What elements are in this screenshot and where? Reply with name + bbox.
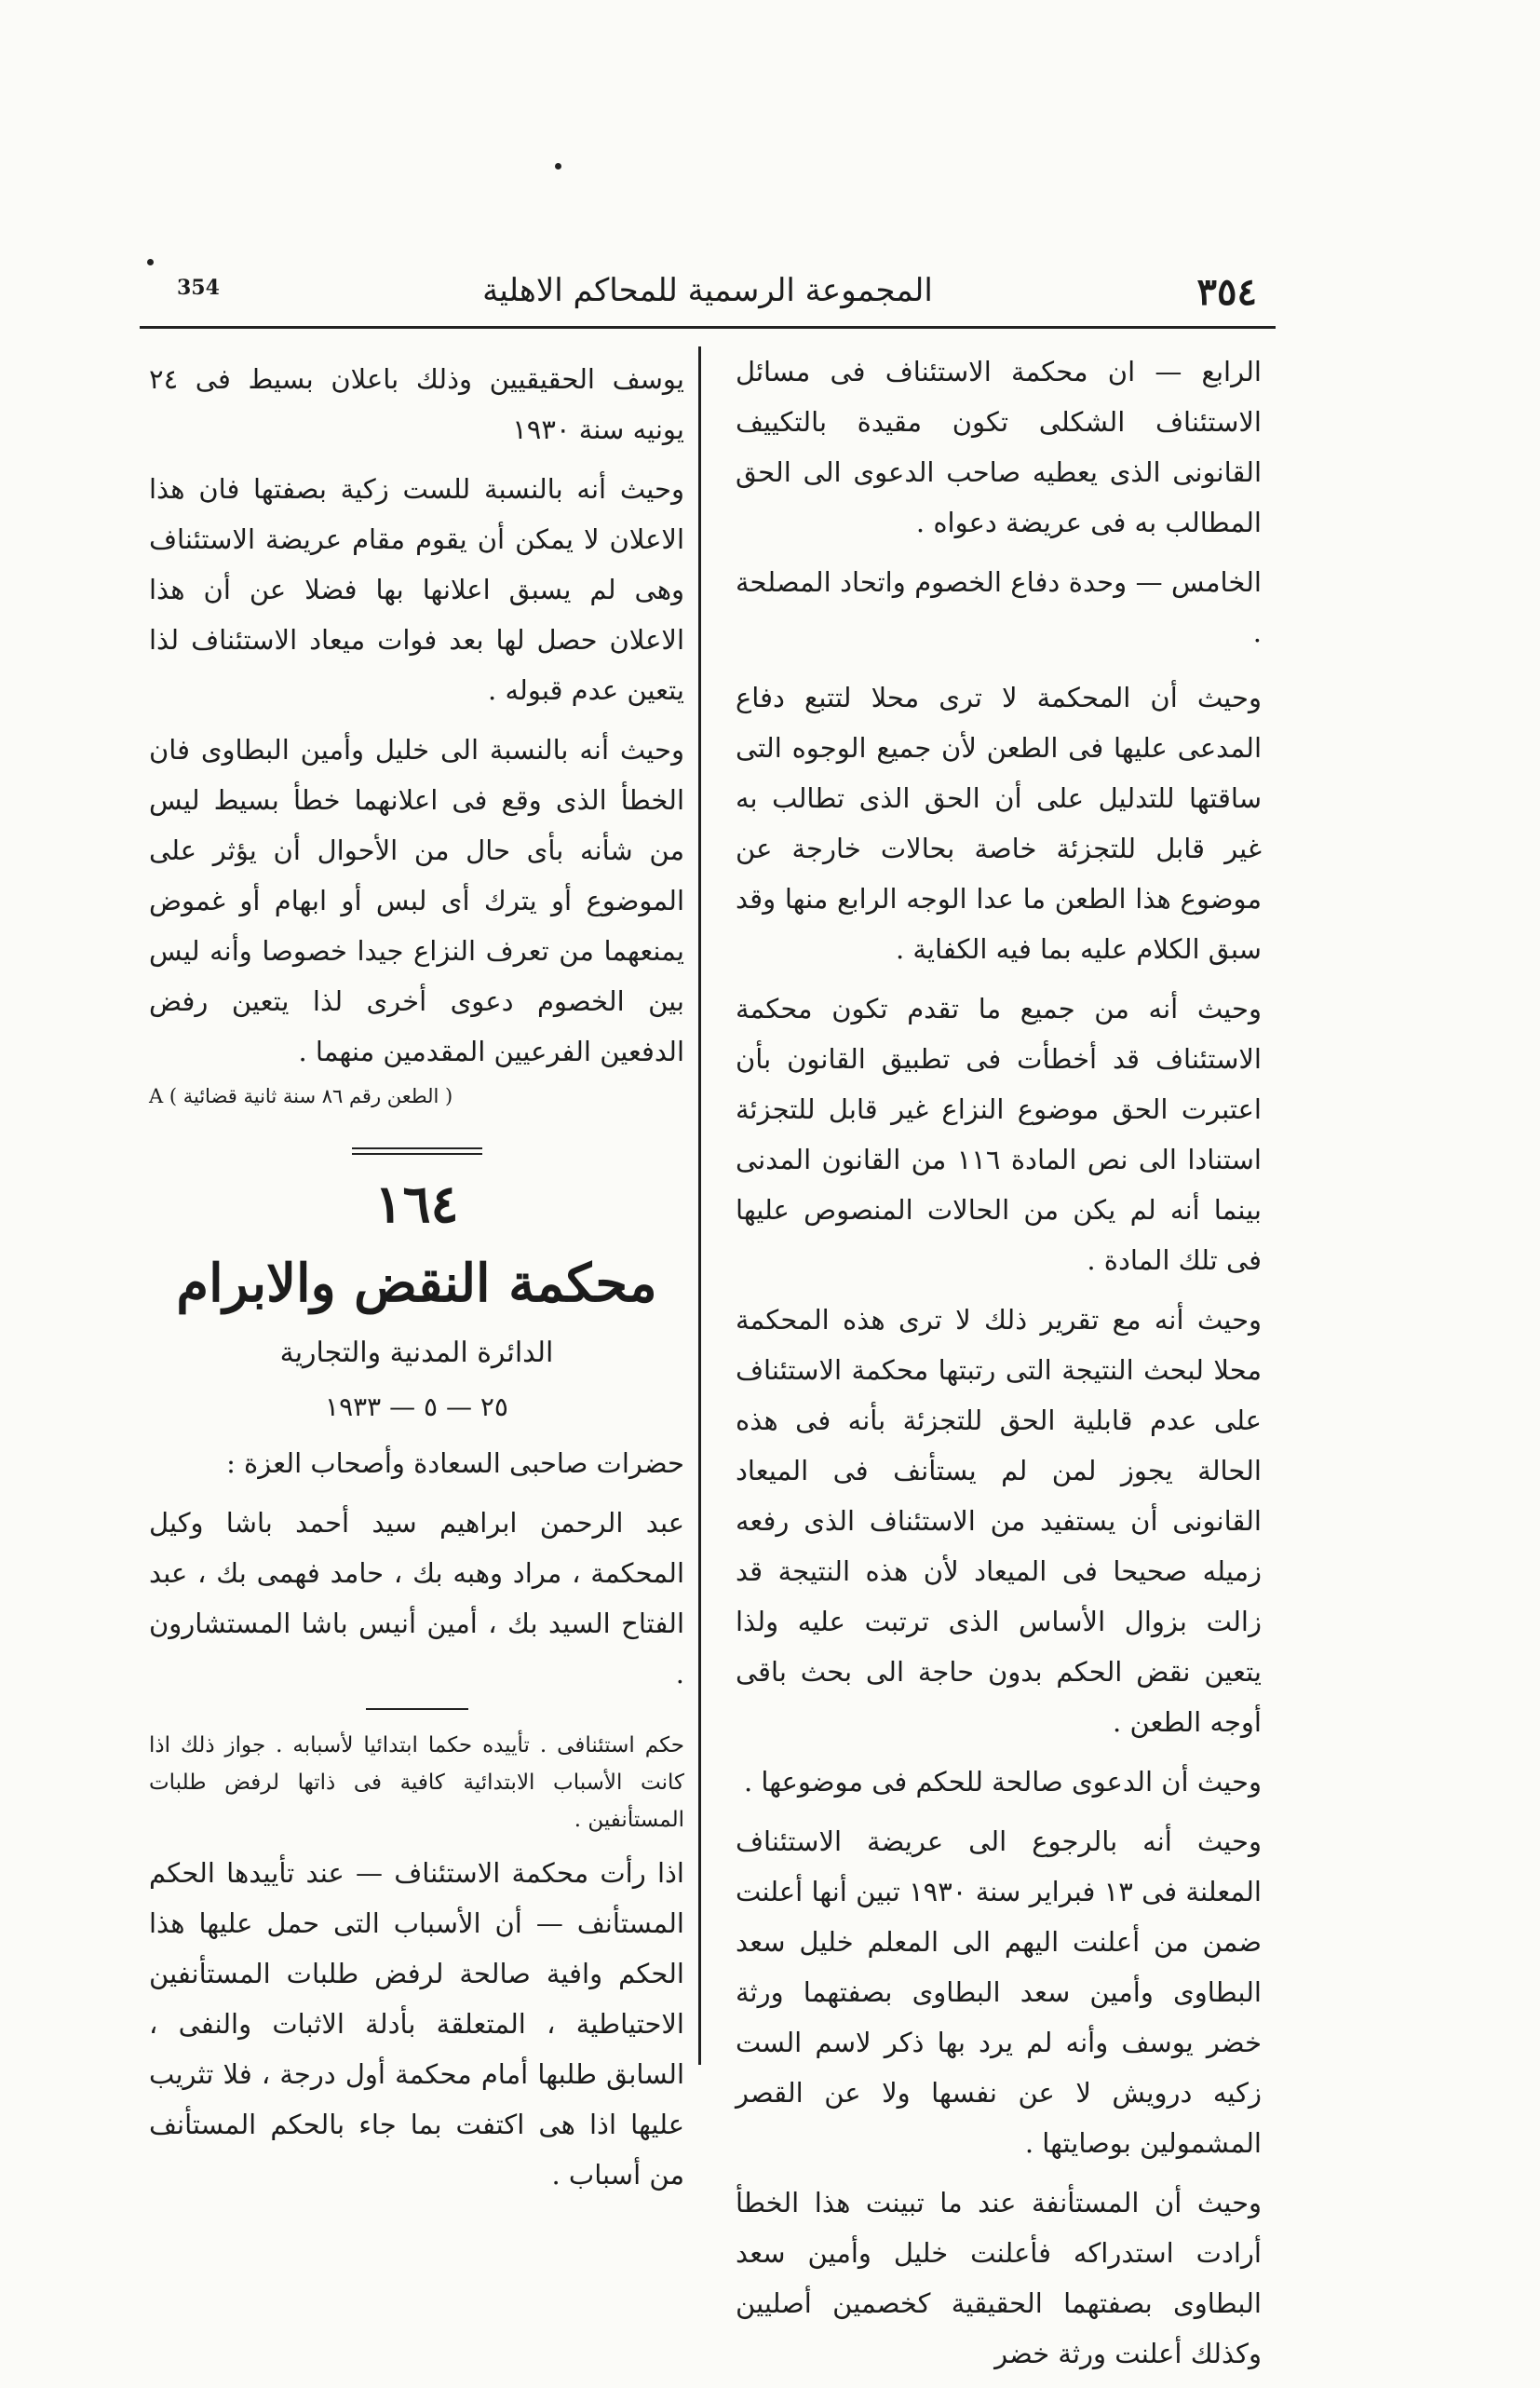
- case-number: ١٦٤: [374, 1174, 459, 1235]
- paragraph: الخامس — وحدة دفاع الخصوم واتحاد المصلحة .: [736, 566, 1262, 648]
- case-date: ٢٥ — ٥ — ١٩٣٣: [325, 1391, 508, 1422]
- panel-members: عبد الرحمن ابراهيم سيد أحمد باشا وكيل المحكمة ، مراد وهبه بك ، حامد فهمى بك ، عبد الفتاح السيد بك ، أمين أنيس باشا المستشارون .: [149, 1507, 684, 1689]
- paragraph: وحيث أن المستأنفة عند ما تبينت هذا الخطأ أرادت استدراكه فأعلنت خليل وأمين سعد البطاوى بصفتهما الحقيقية كخصمين أصليين وكذلك أعلنت ورثة خضر: [736, 2187, 1262, 2369]
- paragraph: وحيث أن المحكمة لا ترى محلا لتتبع دفاع المدعى عليها فى الطعن لأن جميع الوجوه التى ساقتها للتدليل على أن الحق الذى تطالب به غير قابل للتجزئة خاصة بحالات خارجة عن موضوع هذا الطعن ما عدا الوجه الرابع منها وقد سبق الكلام عليه بما فيه الكفاية .: [736, 682, 1262, 965]
- paragraph: وحيث أن الدعوى صالحة للحكم فى موضوعها .: [743, 1766, 1262, 1798]
- ruling-text: اذا رأت محكمة الاستئناف — عند تأييدها الحكم المستأنف — أن الأسباب التى حمل عليها هذا الحكم وافية صالحة لرفض طلبات المستأنفين الاحتياطية ، المتعلقة بأدلة الاثبات والنفى ، السابق طلبها أمام محكمة أول درجة ، فلا تثريب عليها اذا هى اكتفت بما جاء بالحكم المستأنف من أسباب .: [149, 1857, 684, 2191]
- paragraph: وحيث أنه مع تقرير ذلك لا ترى هذه المحكمة محلا لبحث النتيجة التى رتبتها محكمة الاستئناف على عدم قابلية الحق للتجزئة بأنه فى هذه الحالة يجوز لمن لم يستأنف فى الميعاد القانونى أن يستفيد من الاستئناف الذى رفعه زميله صحيحا فى الميعاد لأن هذه النتيجة قد زالت بزوال الأساس الذى ترتبت عليه ولذا يتعين نقض الحكم بدون حاجة الى بحث باقى أوجه الطعن .: [736, 1304, 1262, 1738]
- court-circuit: الدائرة المدنية والتجارية: [279, 1336, 554, 1369]
- page-number-latin: 354: [177, 276, 220, 300]
- panel-intro: حضرات صاحبى السعادة وأصحاب العزة :: [226, 1447, 684, 1479]
- page-number-arabic: ٣٥٤: [1196, 270, 1257, 314]
- page-header: [140, 270, 1276, 329]
- summary-separator: [366, 1708, 468, 1710]
- journal-title: المجموعة الرسمية للمحاكم الاهلية: [482, 272, 933, 309]
- case-summary: حكم استئنافى . تأييده حكما ابتدائيا لأسبابه . جواز ذلك اذا كانت الأسباب الابتدائية كافية فى ذاتها لرفض طلبات المستأنفين .: [149, 1733, 684, 1832]
- paragraph: وحيث أنه بالنسبة الى خليل وأمين البطاوى فان الخطأ الذى وقع فى اعلانهما خطأ بسيط ليس من شأنه بأى حال من الأحوال أن يؤثر على الموضوع أو يترك أى لبس أو ابهام أو غموض يمنعهما من تعرف النزاع جيدا خصوصا وأنه ليس بين الخصوم دعوى أخرى لذا يتعين رفض الدفعين الفرعيين المقدمين منهما .: [149, 734, 684, 1067]
- case-reference: [149, 1082, 684, 1110]
- left-column: [149, 354, 684, 2209]
- ink-speck: [555, 163, 561, 170]
- paragraph: وحيث أنه بالرجوع الى عريضة الاستئناف المعلنة فى ١٣ فبراير سنة ١٩٣٠ تبين أنها أعلنت ضمن من أعلنت اليهم الى المعلم خليل سعد البطاوى وأمين سعد البطاوى بصفتهما ورثة خضر يوسف وأنه لم يرد بها ذكر لاسم الست زكيه درويش لا عن نفسها ولا عن القصر المشمولين بوصايتها .: [736, 1825, 1262, 2159]
- paragraph: يوسف الحقيقيين وذلك باعلان بسيط فى ٢٤ يونيه سنة ١٩٣٠: [149, 363, 684, 445]
- paragraph: وحيث أنه من جميع ما تقدم تكون محكمة الاستئناف قد أخطأت فى تطبيق القانون بأن اعتبرت الحق موضوع النزاع غير قابل للتجزئة استنادا الى نص المادة ١١٦ من القانون المدنى بينما أنه لم يكن من الحالات المنصوص عليها فى تلك المادة .: [736, 993, 1262, 1276]
- paragraph: الرابع — ان محكمة الاستئناف فى مسائل الاستئناف الشكلى تكون مقيدة بالتكييف القانونى الذى يعطيه صاحب الدعوى الى الحق المطالب به فى عريضة دعواه .: [736, 356, 1262, 538]
- column-divider: [698, 346, 701, 2065]
- case-reference-note: A: [149, 1085, 164, 1107]
- ink-speck: [147, 259, 154, 265]
- right-column: [736, 346, 1262, 2388]
- court-name: محكمة النقض والابرام: [176, 1253, 657, 1314]
- case-reference-text: ( الطعن رقم ٨٦ سنة ثانية قضائية ): [169, 1085, 453, 1107]
- paragraph: وحيث أنه بالنسبة للست زكية بصفتها فان هذا الاعلان لا يمكن أن يقوم مقام عريضة الاستئناف وهى لم يسبق اعلانها بها فضلا عن أن هذا الاعلان حصل لها بعد فوات ميعاد الاستئناف لذا يتعين عدم قبوله .: [149, 473, 684, 706]
- section-separator: [352, 1147, 482, 1155]
